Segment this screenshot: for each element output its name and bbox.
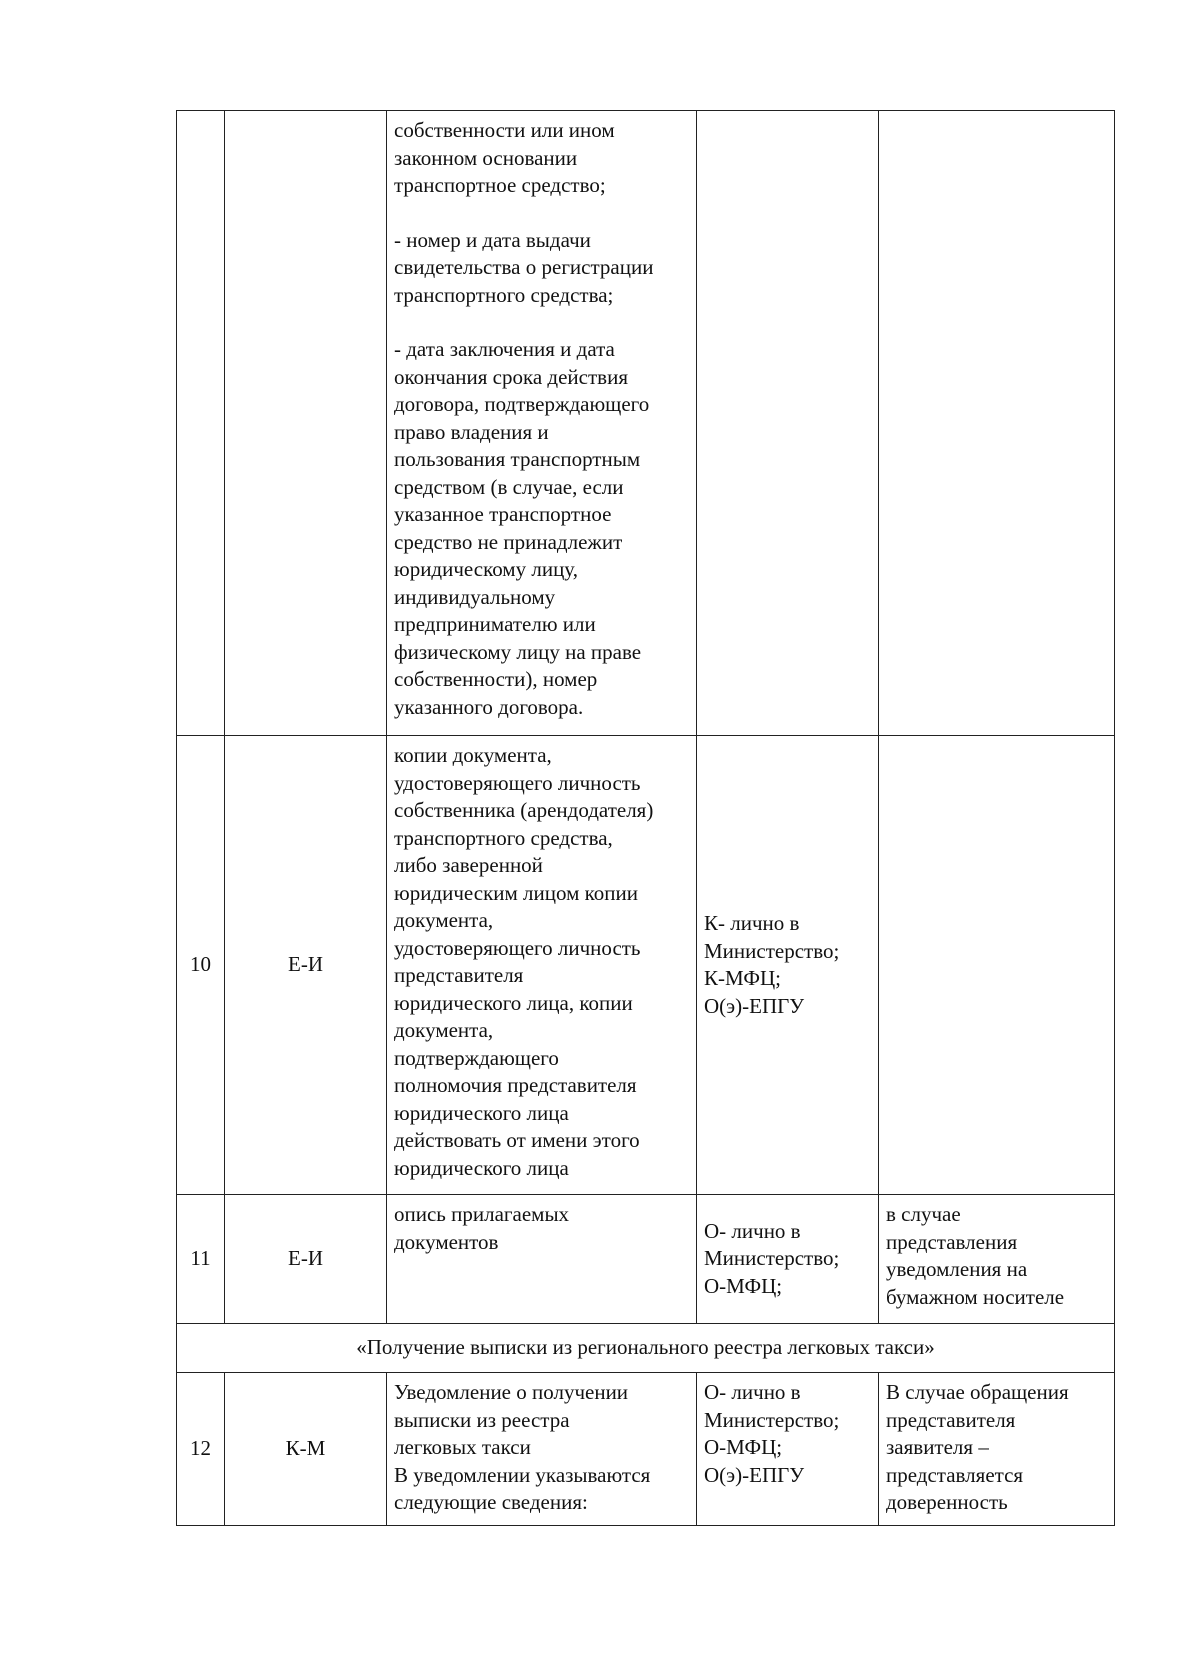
blank-line [394,309,689,336]
section-row [177,1324,1115,1373]
text-line: следующие сведения: [394,1490,588,1514]
text-line: юридического лица, копии [394,990,633,1015]
text-line: указанное транспортное [394,502,612,526]
row-code: К-М [225,1373,387,1526]
text-line: средство не принадлежит [394,529,623,554]
text-line: копии документа, [394,743,552,767]
text-line: юридическому лицу, [394,557,578,581]
row-note [879,736,1115,1195]
text-line: бумажном носителе [886,1284,1065,1309]
requirements-table [176,110,1115,1526]
text-line: доверенность [886,1490,1008,1514]
text-line: удостоверяющего личность [394,770,641,795]
text-line: подтверждающего [394,1045,559,1070]
text-line: представителя [886,1407,1016,1432]
text-line: выписки из реестра [394,1407,570,1432]
row-number: 11 [177,1195,225,1324]
text-line: Министерство; [704,938,840,963]
text-line: индивидуальному [394,584,556,609]
row-code: Е-И [225,1195,387,1324]
text-line: - дата заключения и дата [394,337,615,361]
text-line: либо заверенной [394,853,543,877]
table-row [177,736,1115,1195]
text-line: юридического лица [394,1100,569,1125]
text-line: полномочия представителя [394,1073,637,1097]
text-line: К-МФЦ; [704,966,781,990]
blank-line [394,200,689,227]
table-row [177,1373,1115,1526]
text-line: документа, [394,1018,494,1042]
text-line: транспортное средство; [394,173,606,197]
text-line: действовать от имени этого [394,1128,640,1152]
row-description [387,1373,697,1526]
text-line: документов [394,1229,499,1254]
text-line: заявителя – [886,1435,989,1459]
row-note [879,1373,1115,1526]
text-line: О-МФЦ; [704,1435,783,1459]
text-line: окончания срока действия [394,364,628,389]
table-row [177,111,1115,736]
row-description [387,736,697,1195]
text-line: О- лично в [704,1380,801,1404]
text-line: - номер и дата выдачи [394,227,591,252]
text-line: уведомления на [886,1257,1028,1281]
text-line: пользования транспортным [394,447,641,471]
text-line: транспортного средства, [394,825,613,850]
row-number: 12 [177,1373,225,1526]
row-method [697,1373,879,1526]
text-line: Министерство; [704,1246,840,1271]
row-number: 10 [177,736,225,1195]
text-line: Министерство; [704,1407,840,1432]
row-note [879,111,1115,736]
text-line: собственности), номер [394,667,598,691]
text-line: удостоверяющего личность [394,935,641,960]
text-line: предпринимателю или [394,612,596,636]
text-line: юридического лица [394,1155,569,1180]
row-note [879,1195,1115,1324]
text-line: указанного договора. [394,694,584,719]
text-line: В уведомлении указываются [394,1462,651,1487]
text-line: юридическим лицом копии [394,880,639,905]
text-line: в случае [886,1202,961,1226]
text-line: легковых такси [394,1435,531,1459]
text-line: договора, подтверждающего [394,392,650,416]
section-title: «Получение выписки из регионального реестра легковых такси» [177,1324,1115,1373]
text-line: документа, [394,908,494,932]
text-line: О- лично в [704,1218,801,1243]
row-description [387,1195,697,1324]
text-line: свидетельства о регистрации [394,255,654,279]
text-line: К- лично в [704,911,800,935]
row-code: Е-И [225,736,387,1195]
row-method [697,1195,879,1324]
row-number [177,111,225,736]
text-line: собственника (арендодателя) [394,798,654,822]
text-line: Уведомление о получении [394,1380,629,1404]
text-line: представителя [394,963,524,987]
text-line: О-МФЦ; [704,1273,783,1298]
row-method [697,111,879,736]
text-line: представления [886,1229,1018,1254]
text-line: транспортного средства; [394,282,614,307]
text-line: право владения и [394,419,549,444]
text-line: средством (в случае, если [394,474,624,499]
text-line: собственности или ином [394,118,615,142]
text-line: О(э)-ЕПГУ [704,993,805,1018]
text-line: физическому лицу на праве [394,639,642,664]
row-method [697,736,879,1195]
text-line: опись прилагаемых [394,1202,570,1226]
table-row [177,1195,1115,1324]
row-description [387,111,697,736]
row-code [225,111,387,736]
text-line: О(э)-ЕПГУ [704,1462,805,1487]
text-line: представляется [886,1462,1024,1487]
text-line: В случае обращения [886,1380,1069,1404]
text-line: законном основании [394,145,578,170]
